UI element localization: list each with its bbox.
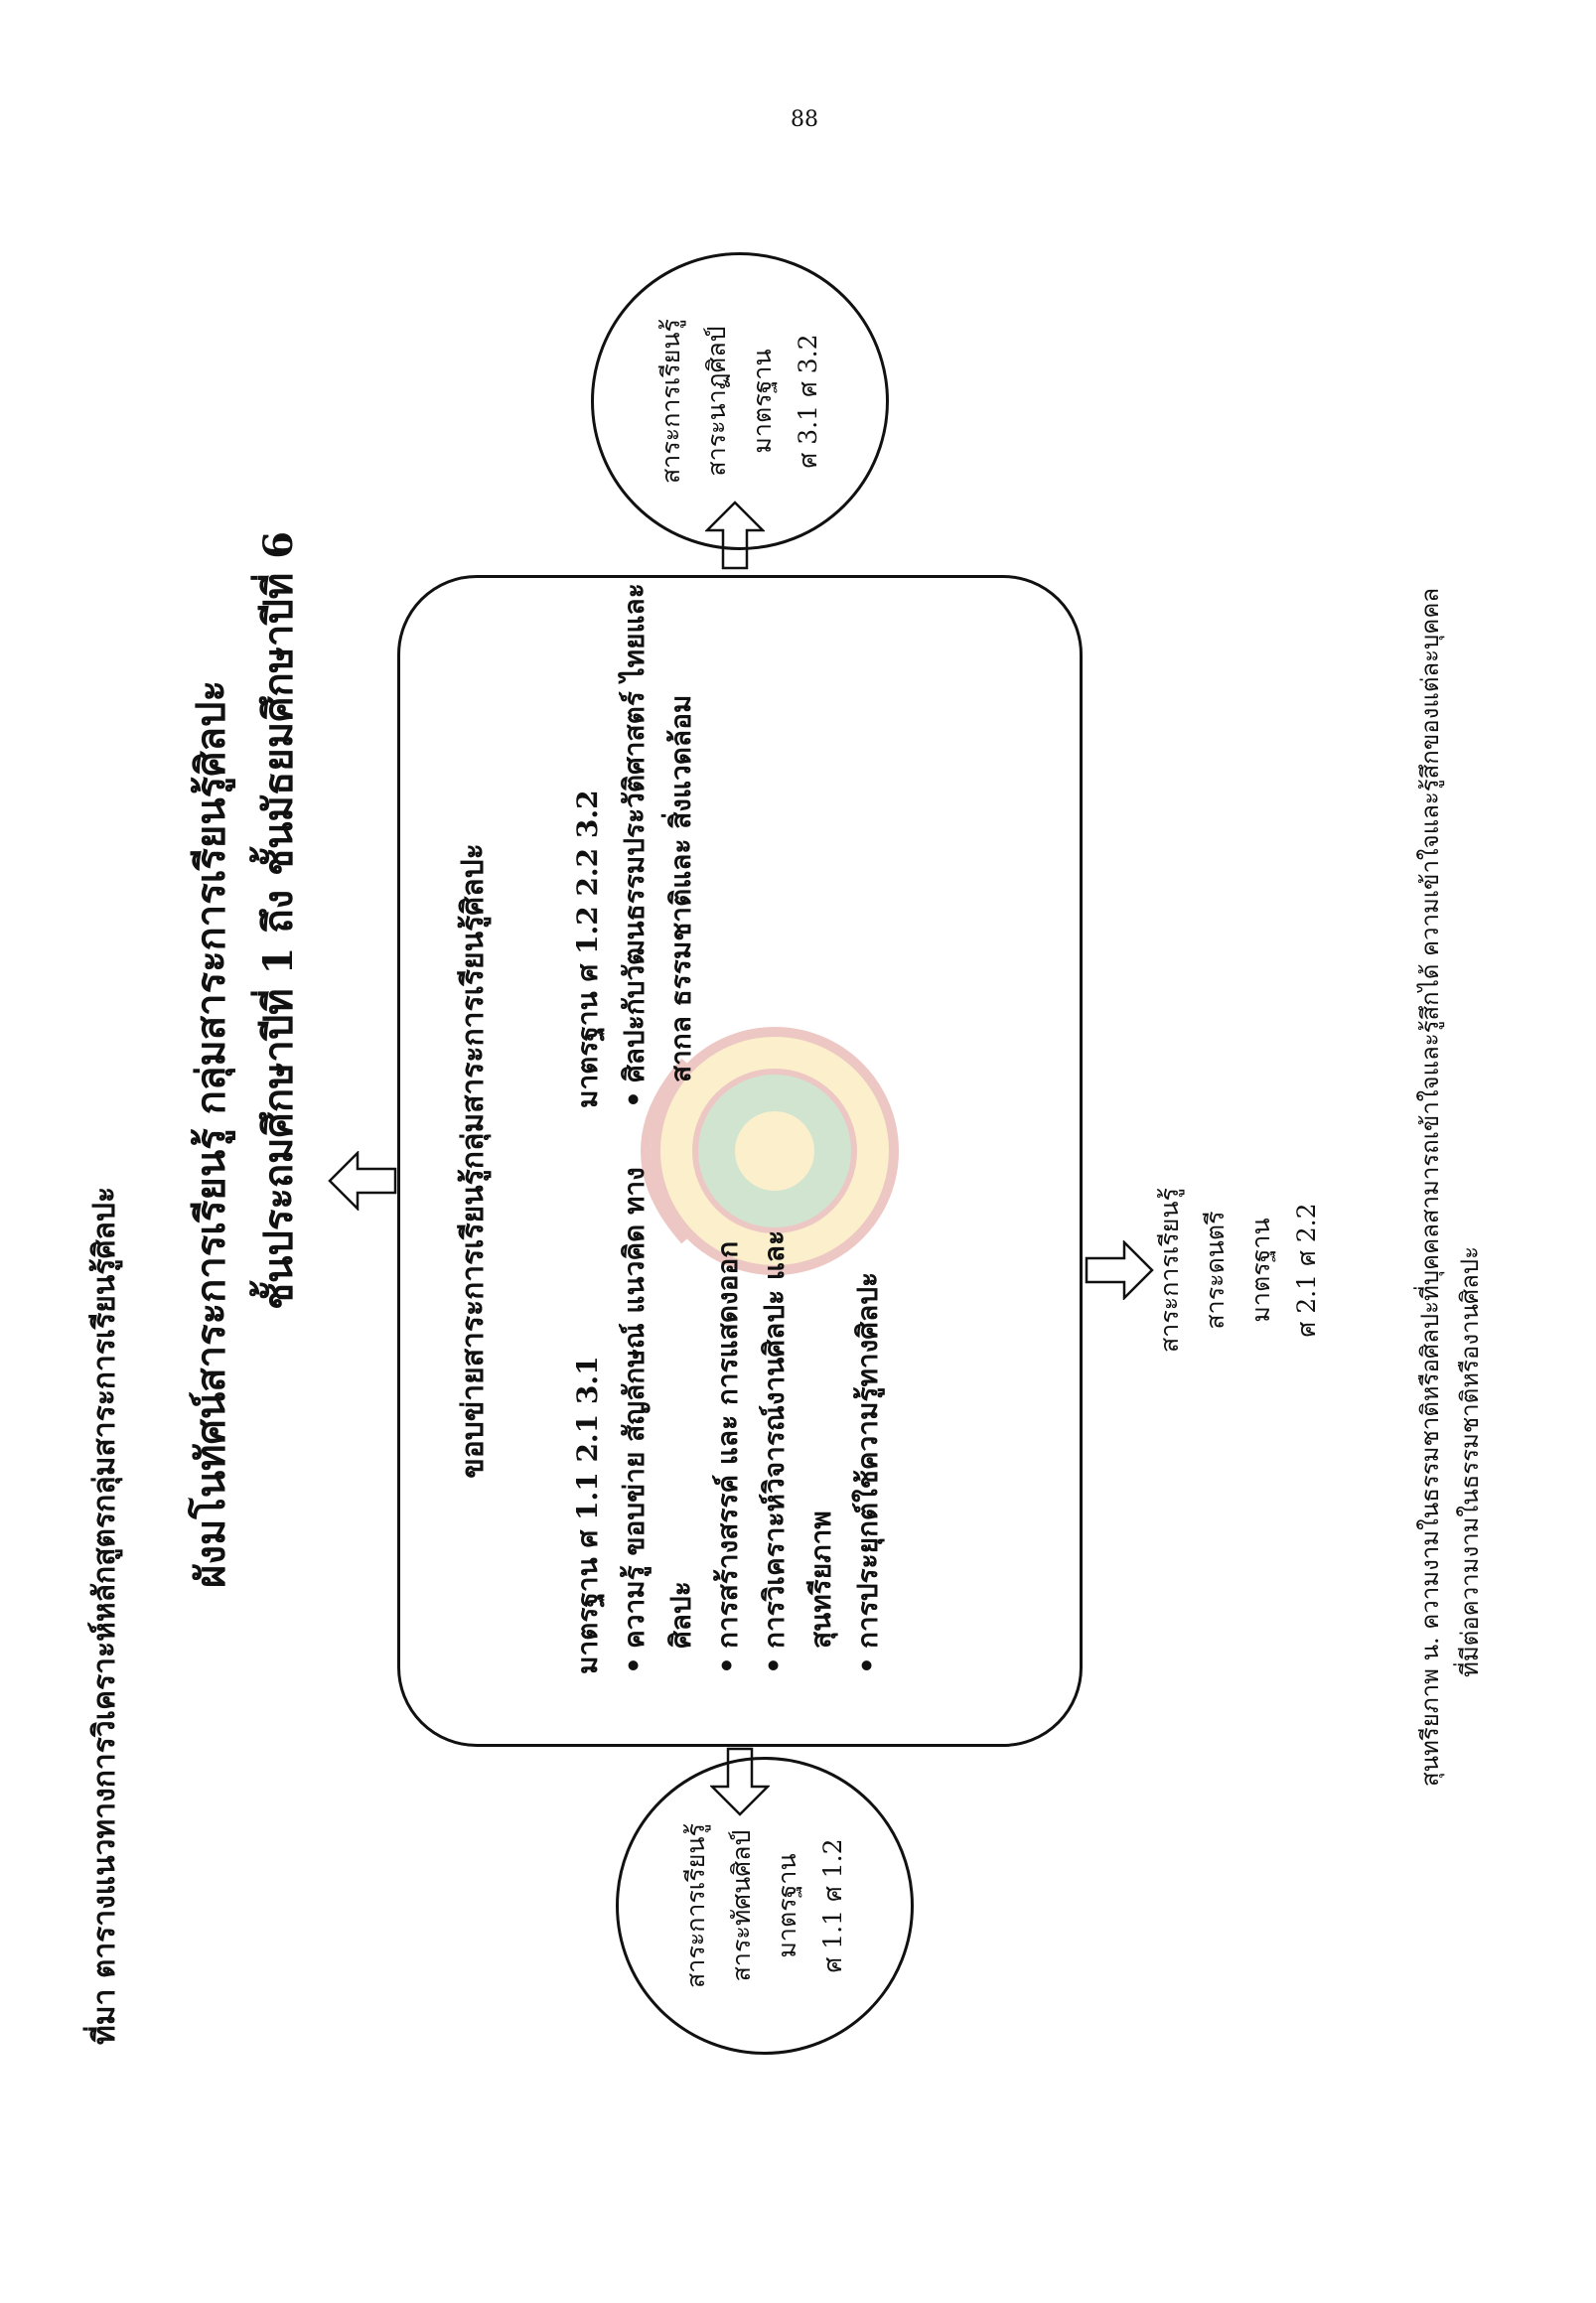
diagram-title-line-1: ผังมโนทัศน์สาระการเรียนรู้ กลุ่มสาระการเรียนรู้ศิลปะ xyxy=(188,680,234,1588)
visual-arts-line: ศ 1.1 ศ 1.2 xyxy=(818,1838,847,1973)
drama-line: มาตรฐาน xyxy=(748,349,777,454)
left-bullet: • ความรู้ ขอบข่าย สัญลักษณ์ แนวคิด ทางศิลปะ xyxy=(611,1118,704,1674)
visual-arts-circle xyxy=(616,1757,914,2055)
drama-line: ศ 3.1 ศ 3.2 xyxy=(794,334,822,469)
drama-circle xyxy=(591,252,889,550)
diagram-title-line-2: ชั้นประถมศึกษาปีที่ 1 ถึง ชั้นมัธยมศึกษาปีที่ 6 xyxy=(255,530,302,1310)
drama-line: สาระนาฏศิลป์ xyxy=(702,326,731,477)
left-bullet: • การสร้างสรรค์ และ การแสดงออก xyxy=(704,1118,751,1674)
right-bullet: • ศิลปะกับวัฒนธรรมประวัติศาสตร์ ไทยและสากล ธรรมชาติและ สิ่งแวดล้อม xyxy=(611,582,704,1108)
left-standard-column xyxy=(564,1118,891,1674)
right-standard-column xyxy=(564,582,704,1108)
footnote-line-1: สุนทรียภาพ น. ความงามในธรรมชาติหรือศิลปะที่บุคคลสามารถเข้าใจและรู้สึกได้ ความเข้าใจและรู้สึกของแต่ละบุคคล xyxy=(1416,587,1444,1787)
music-branch xyxy=(1147,1111,1330,1429)
arrow-to-title xyxy=(328,1151,397,1211)
arrow-to-music xyxy=(1085,1240,1154,1300)
visual-arts-line: สาระการเรียนรู้ xyxy=(681,1823,710,1988)
visual-arts-line: สาระทัศนศิลป์ xyxy=(727,1829,756,1982)
footnote-definition xyxy=(1410,198,1490,1787)
visual-arts-line: มาตรฐาน xyxy=(773,1853,801,1958)
music-line: มาตรฐาน xyxy=(1246,1218,1275,1323)
music-line: ศ 2.1 ศ 2.2 xyxy=(1292,1203,1321,1338)
footnote-line-2: ที่มีต่อความงามในธรรมชาติหรืองานศิลปะ xyxy=(1456,1245,1484,1677)
center-box-title: ขอบข่ายสาระการเรียนรู้กลุ่มสาระการเรียนรู้ศิลปะ xyxy=(456,843,491,1479)
music-line: สาระการเรียนรู้ xyxy=(1155,1188,1184,1353)
music-line: สาระดนตรี xyxy=(1201,1211,1230,1330)
center-scope-box xyxy=(397,575,1083,1747)
source-caption: ที่มา ตารางแนวทางการวิเคราะห์หลักสูตรกลุ่มสาระการเรียนรู้ศิลปะ xyxy=(87,1186,122,2045)
drama-line: สาระการเรียนรู้ xyxy=(656,319,685,484)
left-standard: มาตรฐาน ศ 1.1 2.1 3.1 xyxy=(571,1356,604,1674)
left-bullet: • การวิเคราะห์วิจารณ์งานศิลปะ และสุนทรียภาพ xyxy=(751,1118,844,1674)
page-number: 88 xyxy=(791,107,818,132)
right-standard: มาตรฐาน ศ 1.2 2.2 3.2 xyxy=(571,790,604,1108)
left-bullet: • การประยุกต์ใช้ความรู้ทางศิลปะ xyxy=(844,1118,891,1674)
